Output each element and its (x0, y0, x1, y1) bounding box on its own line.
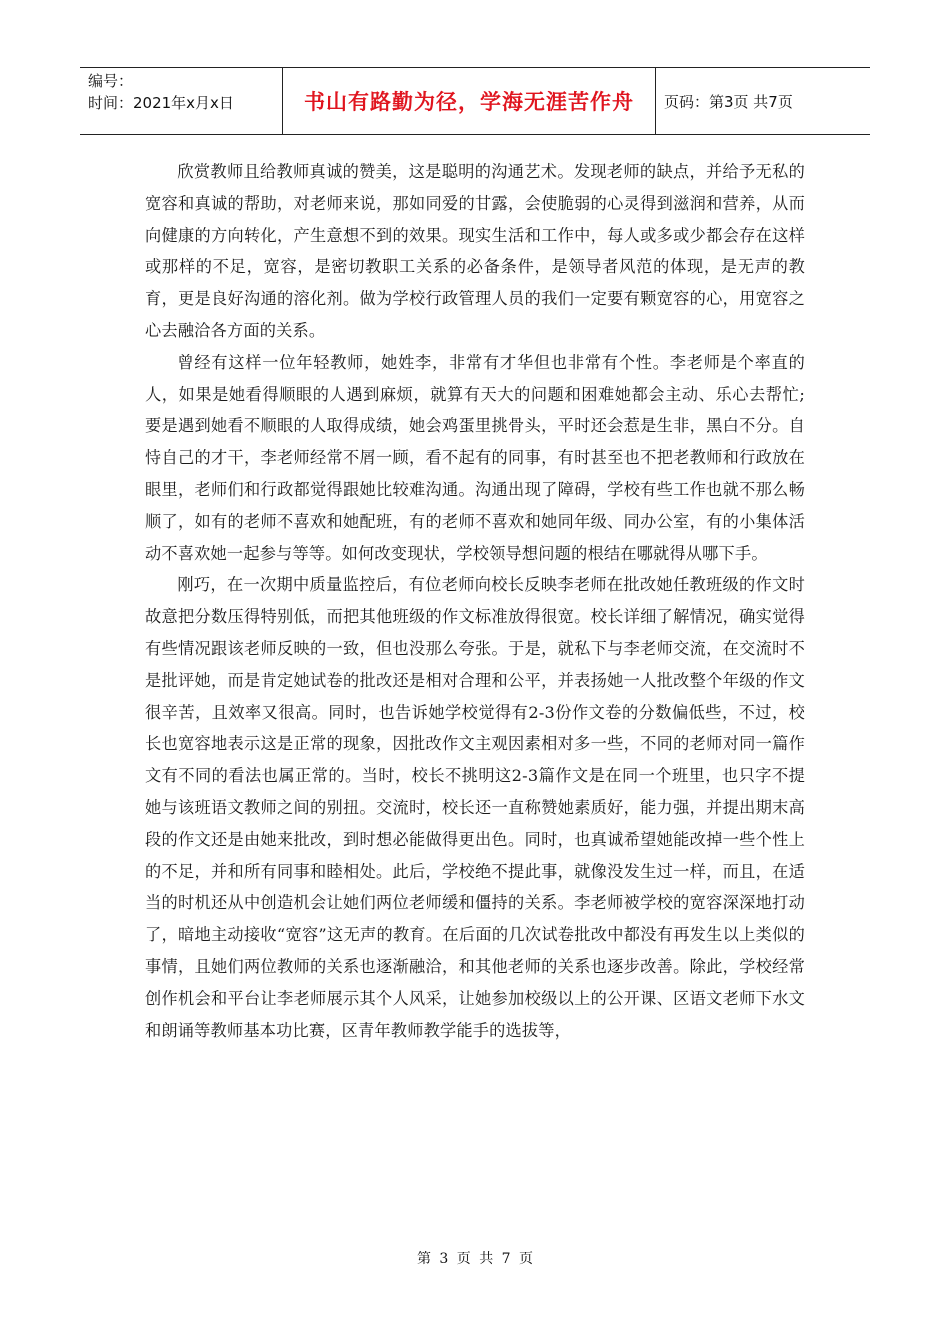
header-motto: 书山有路勤为径，学海无涯苦作舟 (283, 68, 656, 134)
document-body (145, 156, 805, 1046)
page-footer: 第 3 页 共 7 页 (416, 1251, 534, 1267)
header-page-info: 页码：第3页 共7页 (664, 92, 793, 111)
body-paragraph: 曾经有这样一位年轻教师，她姓李，非常有才华但也非常有个性。李老师是个率直的人，如果是她看得顺眼的人遇到麻烦，就算有天大的问题和困难她都会主动、乐心去帮忙;要是遇到她看不顺眼的人取得成绩，她会鸡蛋里挑骨头，平时还会惹是生非，黑白不分。自恃自己的才干，李老师经常不屑一顾，看不起有的同事，有时甚至也不把老教师和行政放在眼里，老师们和行政都觉得跟她比较难沟通。沟通出现了障碍，学校有些工作也就不那么畅顺了，如有的老师不喜欢和她配班，有的老师不喜欢和她同年级、同办公室，有的小集体活动不喜欢她一起参与等等。如何改变现状，学校领导想问题的根结在哪就得从哪下手。 (145, 352, 805, 563)
body-paragraph: 刚巧，在一次期中质量监控后，有位老师向校长反映李老师在批改她任教班级的作文时故意把分数压得特别低，而把其他班级的作文标准放得很宽。校长详细了解情况，确实觉得有些情况跟该老师反映的一致，但也没那么夸张。于是，就私下与李老师交流，在交流时不是批评她，而是肯定她试卷的批改还是相对合理和公平，并表扬她一人批改整个年级的作文很辛苦，且效率又很高。同时，也告诉她学校觉得有2-3份作文卷的分数偏低些，不过，校长也宽容地表示这是正常的现象，因批改作文主观因素相对多一些，不同的老师对同一篇作文有不同的看法也属正常的。当时，校长不挑明这2-3篇作文是在同一个班里，也只字不提她与该班语文教师之间的别扭。交流时，校长还一直称赞她素质好，能力强，并提出期末高段的作文还是由她来批改，到时想必能做得更出色。同时，也真诚希望她能改掉一些个性上的不足，并和所有同事和睦相处。此后，学校绝不提此事，就像没发生过一样，而且，在适当的时机还从中创造机会让她们两位老师缓和僵持的关系。李老师被学校的宽容深深地打动了，暗地主动接收“宽容”这无声的教育。在后面的几次试卷批改中都没有再发生以上类似的事情，且她们两位教师的关系也逐渐融洽，和其他老师的关系也逐步改善。除此，学校经常创作机会和平台让李老师展示其个人风采，让她参加校级以上的公开课、区语文老师下水文和朗诵等教师基本功比赛，区青年教师教学能手的选拔等， (145, 575, 805, 1040)
document-date-label: 时间：2021年x月x日 (88, 94, 234, 112)
body-paragraph: 欣赏教师且给教师真诚的赞美，这是聪明的沟通艺术。发现老师的缺点，并给予无私的宽容和真诚的帮助，对老师来说，那如同爱的甘露，会使脆弱的心灵得到滋润和营养，从而向健康的方向转化，产生意想不到的效果。现实生活和工作中，每人或多或少都会存在这样或那样的不足，宽容，是密切教职工关系的必备条件，是领导者风范的体现，是无声的教育，更是良好沟通的溶化剂。做为学校行政管理人员的我们一定要有颗宽容的心，用宽容之心去融洽各方面的关系。 (145, 162, 805, 340)
document-header (80, 67, 870, 135)
header-meta (80, 68, 283, 134)
document-number-label: 编号： (88, 72, 134, 90)
